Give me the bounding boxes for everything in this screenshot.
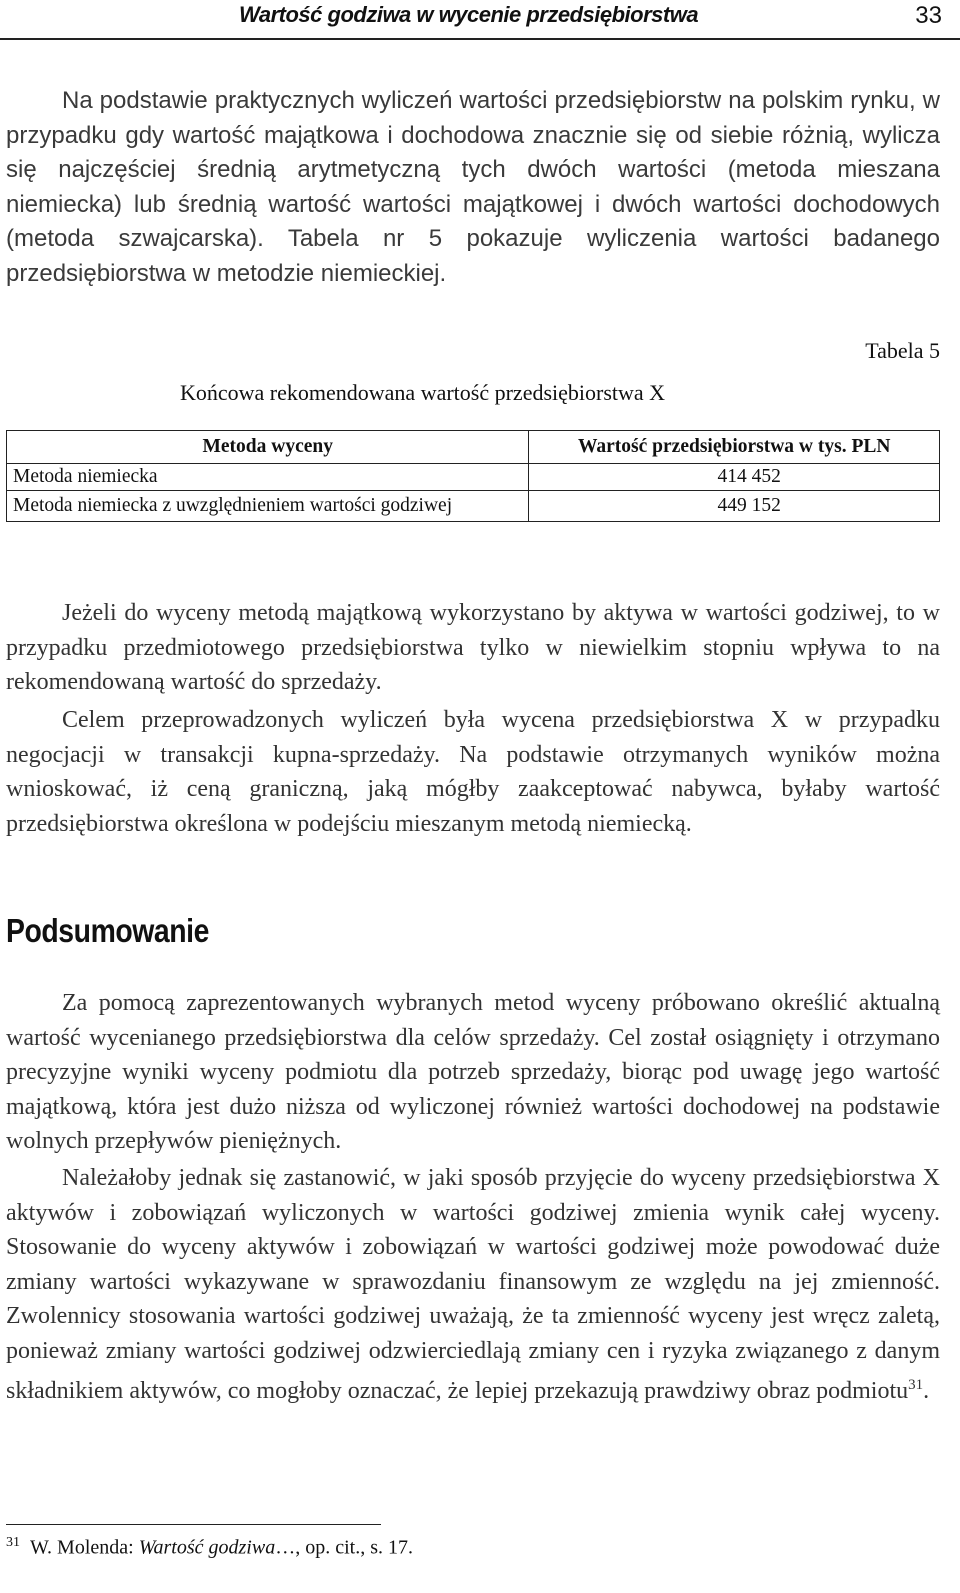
table-number-label: Tabela 5 <box>865 338 940 363</box>
paragraph-purpose: Celem przeprowadzonych wyliczeń była wycena przedsiębiorstwa X w przypadku negocjacji w transakcji kupna-sprzedaży. Na podstawie otrzymanych wyników można wnioskować, iż ceną graniczną, jaką mógłby zaakceptować nabywca, byłaby wartość przedsiębiorstwa określona w podejściu mieszanym metodą niemiecką. <box>6 707 940 837</box>
table-row <box>7 491 940 522</box>
table-cell-method: Metoda niemiecka z uwzględnieniem wartości godziwej <box>7 491 529 522</box>
footnote-rest: …, op. cit., s. 17. <box>275 1536 413 1559</box>
footnote <box>6 1535 413 1560</box>
page-number: 33 <box>915 2 942 29</box>
footnote-author: W. Molenda: <box>30 1536 139 1559</box>
footnote-divider <box>6 1524 381 1525</box>
paragraph-conclusion <box>6 1161 940 1409</box>
paragraph-conclusion-end: . <box>923 1378 930 1404</box>
table-cell-value: 414 452 <box>529 464 940 491</box>
section-heading: Podsumowanie <box>6 912 210 949</box>
table-header-row <box>7 431 940 464</box>
paragraph-summary: Za pomocą zaprezentowanych wybranych metod wyceny próbowano określić aktualną wartość wycenianego przedsiębiorstwa dla celów sprzedaży. Cel został osiągnięty i otrzymano precyzyjne wyniki wyceny podmiotu dla potrzeb sprzedaży, biorąc pod uwagę jego wartość majątkową, która jest dużo niższa od wyliczonej również wartości dochodowej na podstawie wolnych przepływów pieniężnych. <box>6 990 940 1154</box>
footnote-number: 31 <box>6 1535 20 1550</box>
running-header <box>0 0 960 40</box>
running-header-title: Wartość godziwa w wycenie przedsiębiorstwa <box>239 2 699 27</box>
paragraph-intro: Na podstawie praktycznych wyliczeń wartości przedsiębiorstw na polskim rynku, w przypadku gdy wartość majątkowa i dochodowa znacznie się od siebie różnią, wylicza się najczęściej średnią arytmetyczną tych dwóch wartości (metoda mieszana niemiecka) lub średnią wartość wartości majątkowej i dwóch wartości dochodowych (metoda szwajcarska). Tabela nr 5 pokazuje wyliczenia wartości badanego przedsiębiorstwa w metodzie niemieckiej. <box>6 87 940 287</box>
paragraph-fair-value: Jeżeli do wyceny metodą majątkową wykorzystano by aktywa w wartości godziwej, to w przypadku przedmiotowego przedsiębiorstwa tylko w niewielkim stopniu wpływa to na rekomendowaną wartość do sprzedaży. <box>6 600 940 695</box>
table-row <box>7 464 940 491</box>
table-cell-method: Metoda niemiecka <box>7 464 529 491</box>
valuation-table <box>6 430 940 522</box>
footnote-title: Wartość godziwa <box>138 1536 276 1559</box>
table-header-value: Wartość przedsiębiorstwa w tys. PLN <box>529 431 940 464</box>
table-cell-value: 449 152 <box>529 491 940 522</box>
paragraph-conclusion-text: Należałoby jednak się zastanowić, w jaki sposób przyjęcie do wyceny przedsiębiorstwa X aktywów i zobowiązań wyliczonych w wartości godziwej zmienia wynik całej wyceny. Stosowanie do wyceny aktywów i zobowiązań w wartości godziwej może powodować duże zmiany wartości wykazywane w sprawozdaniu finansowym ze względu na jej zmienność. Zwolennicy stosowania wartości godziwej uważają, że ta zmienność wyceny jest wręcz zaletą, ponieważ zmiany wartości godziwej odzwierciedlają zmiany cen i ryzyka związanego z danym składnikiem aktywów, co mogłoby oznaczać, że lepiej przekazują prawdziwy obraz podmiotu <box>6 1165 940 1404</box>
table-header-method: Metoda wyceny <box>7 431 529 464</box>
table-title: Końcowa rekomendowana wartość przedsiębiorstwa X <box>180 380 666 405</box>
footnote-reference: 31 <box>908 1377 924 1393</box>
